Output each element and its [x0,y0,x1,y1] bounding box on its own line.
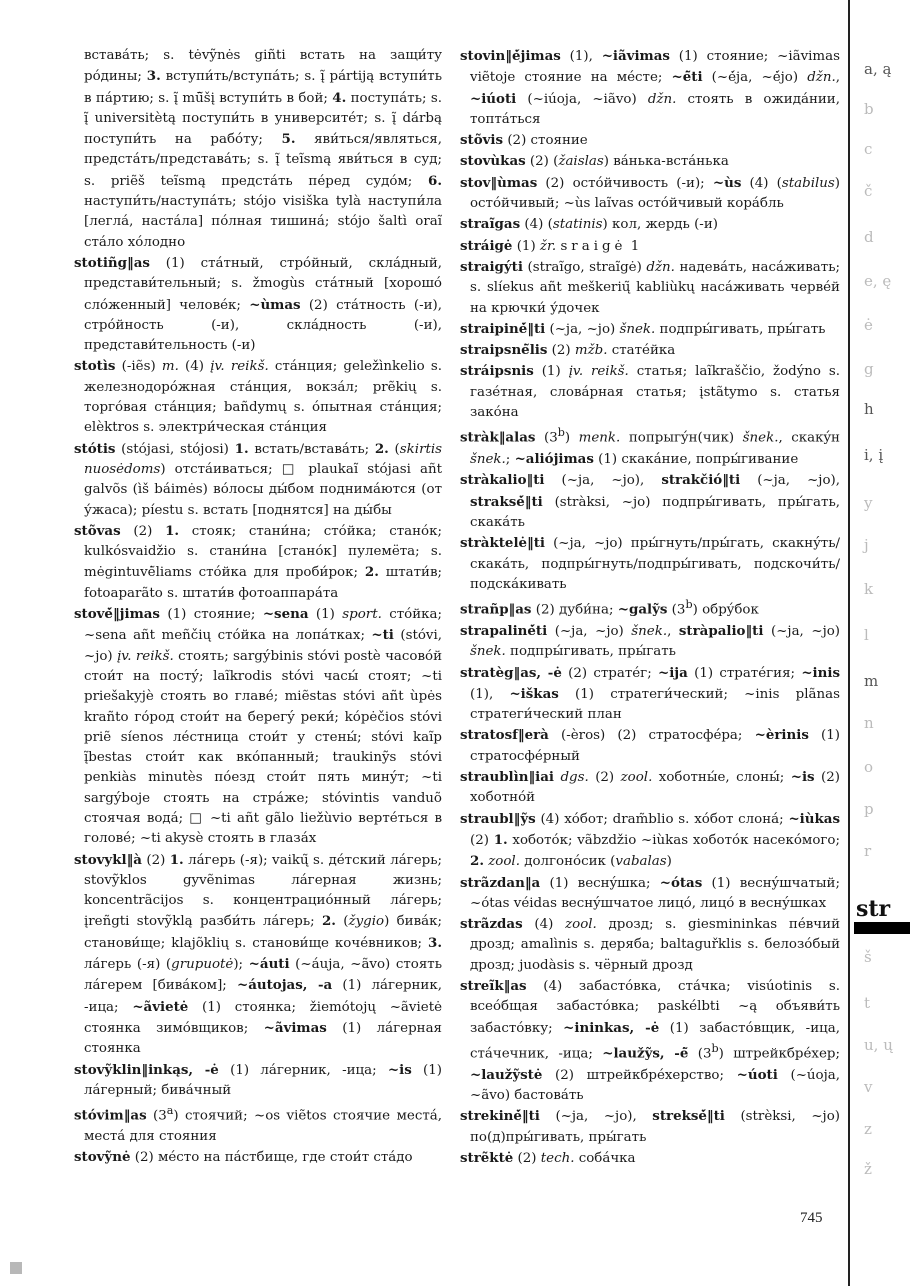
dictionary-entry-straigas: straĩgas (4) (statinis) кол, жердь (-и) [460,216,718,233]
thumb-index-letter: m [864,672,879,690]
thumb-index-letter: k [864,580,874,598]
dictionary-entry-strapalineti: strapalinė́ti (~ja, ~jo) šnek., stràpalio‖ti (~ja, ~jo) šnek. подпры́гивать, пры́гать [460,622,841,660]
thumb-index-letter: o [864,758,874,776]
thumb-index-letter: h [864,400,874,418]
dictionary-entry-stovis: stõvis (2) стояние [460,132,588,149]
dictionary-entry-stotingas: stotiñg‖as (1) стáтный, стрóйный, склáдный, представи́тельный; s. žmogùs стáтный [хорошó слóженный] человéк; ~ùmas (2) стáтность (-и), стрóйность (-и), склáдность (-и), представи́тельность (-и) [74,254,442,354]
dictionary-entry-straubliniai: straublìn‖iai dgs. (2) zool. хоботны́е, слоны́; ~is (2) хоботнóй [460,769,841,806]
thumb-index [852,0,910,1286]
dictionary-entry-straipsnis: stráipsnis (1) įv. reikš. статья; laĩkraščio, žodýno s. газéтная, словáрная статья; įstãtymo s. статья закóна [460,363,841,421]
thumb-index-letter: r [864,842,872,860]
thumb-index-letter: j [864,536,869,554]
scan-smudge [10,1262,22,1274]
dictionary-entry-straipsnelis: straipsnė̃lis (2) mžb. статéйка [460,342,676,359]
dictionary-entry-stovyklininkas: stovỹklin‖inkąs, -ė (1) лáгерник, -ица; ~is (1) лáгерный; бивáчный [74,1061,442,1098]
dictionary-entry-streikas: streĩk‖as (4) забастóвка, стáчка; visúotinis s. всеóбщая забастóвка; paskélbti ~ą объяви́ть забастóвку; ~ininkas, -ė (1) забастóвщик, -ица, стáчечник, -ица; ~laužỹs, -ė̃ (3$^b$) штрейкбрéхер; ~laužỹstė (2) штрейкбрéхерство; ~úoti (~úoja, ~ãvo) бастовáть [460,978,840,1103]
dictionary-entry-cont-stoti-1: вставáть; s. tėvỹnės giñti встать на защи́ту рóдины; 3. вступи́ть/вступáть; s. į̃ pártiją вступи́ть в пáртию; s. į̃ mū̃šį вступи́ть в бой; 4. поступáть; s. į̃ universitètą поступи́ть в университéт; s. į̃ dárbą поступи́ть на рабóту; 5. яви́ться/являться, предстáть/представáть; s. į̃ teĩsmą яви́ться в суд; s. priẽš teĩsmą предстáть пéред судóм; 6. наступи́ть/наступáть; stójo visiška tylà наступи́ла [леглá, настáла] пóлная тишинá; stójo šaltì oraĩ стáло хóлодно [84,48,443,250]
dictionary-entry-stovas: stõvas (2) 1. стояк; стани́на; стóйка; станóк; kulkósvaidžio s. стани́на [станóк] пулемёта; s. mėgintuvė̃liams стóйка для проби́рок; 2. штати́в; fotoaparãto s. штати́в фотоаппарáта [74,522,442,601]
dictionary-entry-strekineti: strekinė́‖ti (~ja, ~jo), streksė́‖ti (strèksi, ~jo) по(д)пры́гивать, пры́гать [460,1108,840,1145]
dictionary-entry-straige: stráigė (1) žr. sraigė 1 [460,237,640,254]
dictionary-entry-stovyne: stovỹnė (2) мéсто на пáстбище, где стои́т стáдо [74,1149,413,1166]
dictionary-entry-strakalas: stràk‖alas (3$^b$) menk. попрыгýн(чик) šnek., скакýн šnek.; ~aliójimas (1) скакáние, попры́гивание [460,426,840,468]
dictionary-entry-strakalioti: stràkalio‖ti (~ja, ~jo), strakčió‖ti (~ja, ~jo), straksė́‖ti (stràksi, ~jo) подпры́гивать, пры́гать, скакáть [460,472,840,530]
thumb-index-letter: p [864,800,874,818]
thumb-index-letter: ė [864,316,873,334]
dictionary-entry-straktelti: stràktelė‖ti (~ja, ~jo) пры́гнуть/пры́гать, скакнýть/скакáть, подпры́гнуть/подпры́гивать, подскочи́ть/подскáкивать [460,535,840,592]
dictionary-entry-stovumas: stov‖ùmas (2) остóйчивость (-и); ~ùs (4) (stabilus) остóйчивый; ~ùs laĩvas остóйчивый корáбль [460,174,840,212]
thumb-index-letter: g [864,360,874,378]
dictionary-entry-stovykla: stovykl‖à (2) 1. лáгерь (-я); vaikų̃ s. дéтский лáгерь; stovỹklos gyvẽnimas лáгерная жизнь; koncentrãcijos s. концентрациóнный лáгерь; įreñgti stovỹklą разби́ть лáгерь; 2. (žygio) бивáк; станови́ще; klajõklių s. станови́ще кочéвников; 3. лáгерь (-я) (grupuotė); ~áuti (~áuja, ~ãvo) стоять лáгерем [бивáком]; ~áutojas, -a (1) лáгерник, -ица; ~ãvietė (1) стоянка; žiemótojų ~ãvietė стоянка зимóвщиков; ~ãvimas (1) лáгерная стоянка [74,851,443,1057]
dictionary-entry-strampas: strañp‖as (2) дуби́на; ~galỹs (3$^b$) обрýбок [460,598,759,618]
page-number: 745 [800,1210,823,1226]
thumb-index-letter: l [864,626,869,644]
dictionary-entry-straigyti: straigýti (straĩgo, straĩgė) džn. надевáть, насáживать; s. slíekus añt meškerių̃ kabliùkų насáживать червéй на крючки́ у́дочек [460,258,840,316]
dictionary-entry-straublys: straubl‖ỹs (4) хóбот; dram̃blio s. хóбот слонá; ~iùkas (2) 1. хоботóк; vãbzdžio ~iùkas хоботóк насекóмого; 2. zool. долгонóсик (vabalas) [460,810,840,870]
thumb-index-letter: č [864,182,873,200]
dictionary-entry-strazdas: strãzdas (4) zool. дрозд; s. giesmininkas пéвчий дрозд; amalìnis s. деряба; baltaguřklis s. белозóбый дрозд; juodàsis s. чёрный дрозд [460,916,840,973]
thumb-index-letter: a, ą [864,60,892,78]
thumb-index-letter: b [864,100,874,118]
thumb-index-letter: n [864,714,874,732]
thumb-index-active-section: str [856,896,891,922]
thumb-index-letter: e, ę [864,272,892,290]
dictionary-entry-strategas: stratèg‖as, -ė (2) стратéг; ~ija (1) стратéгия; ~inis (1), ~iškas (1) стратеги́ческий; ~inis plãnas стратеги́ческий план [460,664,840,723]
dictionary-entry-straipineti: straipinė́‖ti (~ja, ~jo) šnek. подпры́гивать, пры́гать [460,320,826,337]
thumb-index-letter: ž [864,1160,872,1178]
dictionary-entry-stovejimas: stovė́‖jimas (1) стояние; ~sena (1) sport. стóйка; ~sena añt meñčių стóйка на лопáтках; ~ti (stóvi, ~jo) įv. reikš. стоять; sargýbinis stóvi postè часовóй стои́т на постý; laĩkrodis stóvi часы́ стоят; ~ti priešakyjè стоять во главé; miẽstas stóvi añt ùpės krañto гóрод стои́т на берегý реки́; kópėčios stóvi priẽ síenos лéстница стои́т у стены́; stóvi kaĩp į̃bestas стои́т как вкóпанный; traukinỹs stóvi penkiàs minutès пóезд стои́т пять минýт; ~ti sargýboje стоять на стрáже; stóvintis vanduõ стоячая водá; □ ~ti añt gãlo liežùvio вертéться в головé; ~ti akysè стоять в глазáх [74,606,443,847]
thumb-index-letter: v [864,1078,873,1096]
thumb-index-letter: u, ų [864,1036,893,1054]
thumb-index-letter: z [864,1120,872,1138]
dictionary-entry-stovimas: stóvim‖as (3$^a$) стоячий; ~os viẽtos стоячие местá, местá для стояния [74,1104,442,1144]
thumb-index-letter: c [864,140,873,158]
dictionary-entry-stovukas: stovùkas (2) (žaislas) вáнька-встáнька [460,153,729,170]
left-column [74,46,442,1169]
dictionary-entry-stovinejimas: stovin‖ė́jimas (1), ~iãvimas (1) стояние; ~iãvimas viẽtoje стояние на мéсте; ~ė̃ti (~ė́ja, ~ė́jo) džn., ~iúoti (~iúoja, ~iãvo) džn. стоять в ожидáнии, топтáться [460,48,840,127]
dictionary-entry-stotis-verb: stótis (stójasi, stójosi) 1. встать/вставáть; 2. (skirtis nuosėdoms) отстáиваться; □ plaukaĩ stójasi añt galvõs (ìš báimės) вóлосы ды́бом поднимáются (от у́жаса); píestu s. встать [поднятся] на ды́бы [74,440,443,518]
dictionary-entry-strazdana: strãzdan‖a (1) веснýшка; ~ótas (1) веснýшчатый; ~ótas véidas веснýшчатое лицó, лицó в веснýшках [460,874,840,911]
thumb-index-marker [854,922,910,934]
right-column [460,46,840,1169]
dictionary-entry-stotis: stotìs (-iẽs) m. (4) įv. reikš. стáнция; geležìnkelio s. железнодорóжная стáнция, вокзáл; prẽkių s. торгóвая стáнция; bañdymų s. óпытная стáнция; elèktros s. электри́ческая стáнция [74,358,443,436]
thumb-index-letter: š [864,948,872,966]
thumb-index-letter: i, į [864,446,884,464]
thumb-index-letter: y [864,494,873,512]
thumb-index-letter: d [864,228,874,246]
thumb-index-rule [848,0,850,1286]
thumb-index-letter: t [864,994,871,1012]
dictionary-entry-strekte: strẽktė (2) tech. собáчка [460,1149,636,1166]
dictionary-entry-stratosfera: stratosf‖erà (-èros) (2) стратосфéра; ~èrinis (1) стратосфéрный [460,727,840,764]
